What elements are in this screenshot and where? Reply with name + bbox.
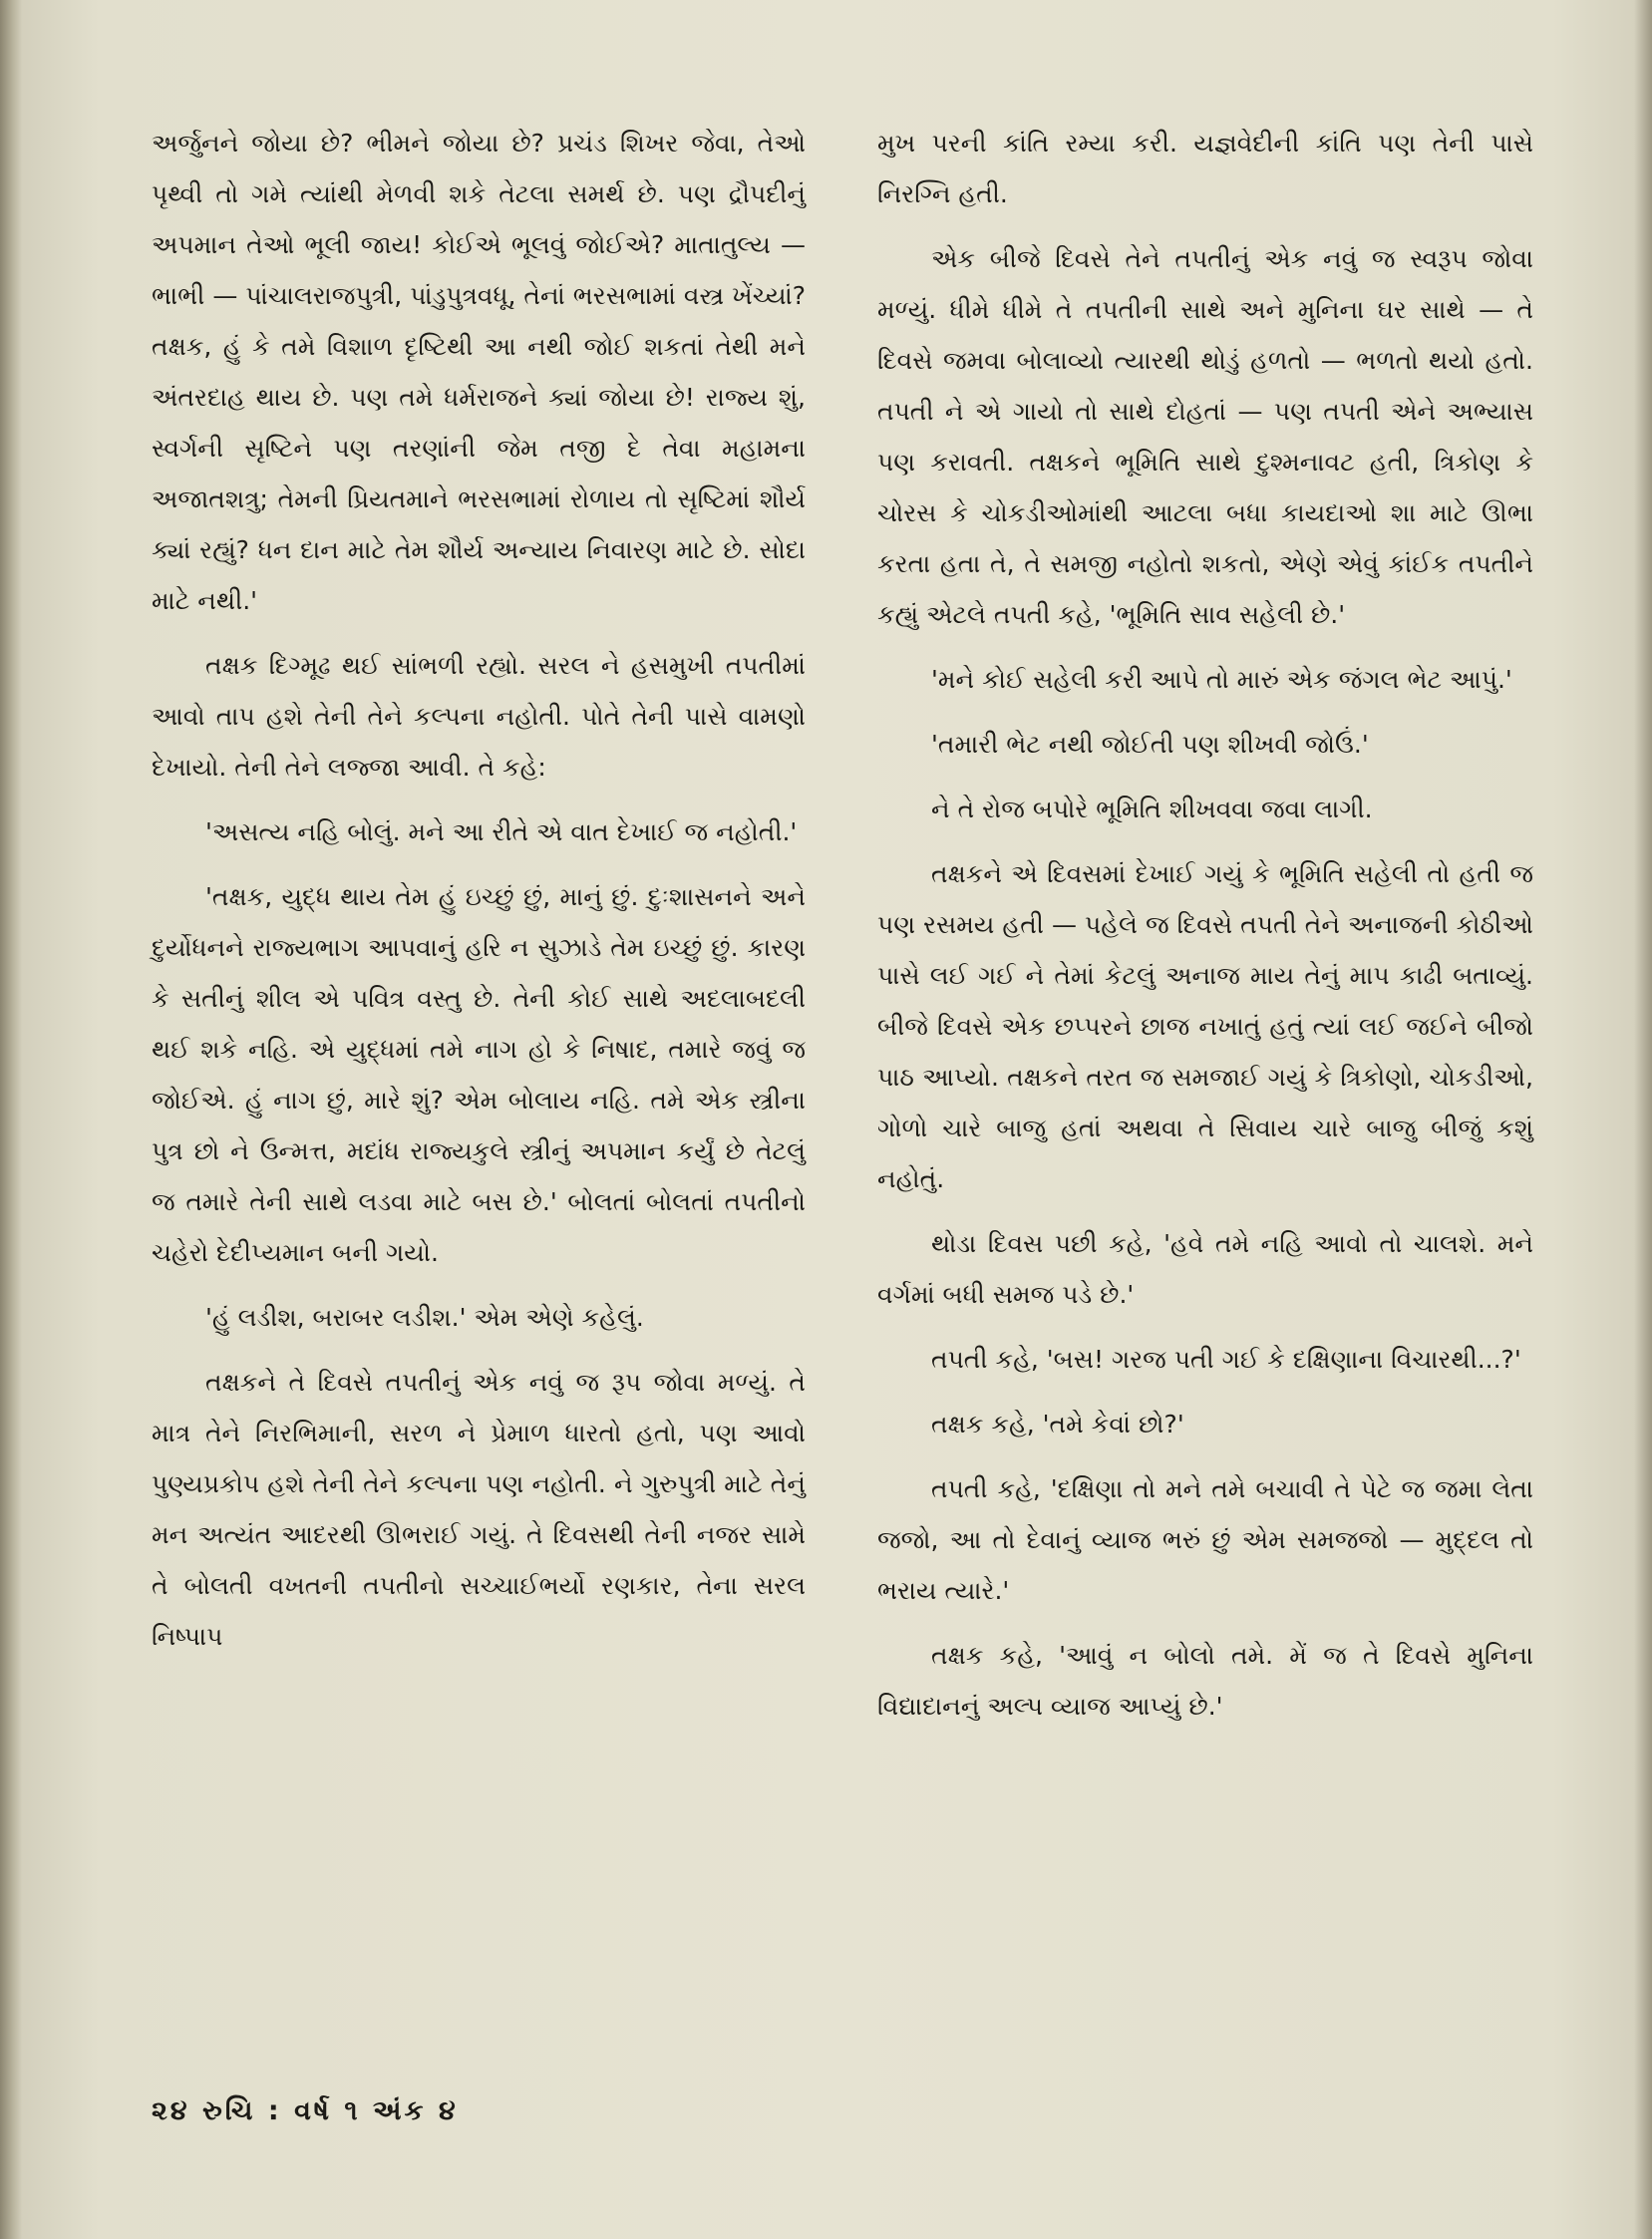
- paragraph: 'તમારી ભેટ નથી જોઈતી પણ શીખવી જોઉં.': [931, 730, 1369, 759]
- page-binding-shadow: [0, 0, 22, 2239]
- paragraph: તક્ષકને એ દિવસમાં દેખાઈ ગયું કે ભૂમિતિ સહેલી તો હતી જ પણ રસમય હતી — પહેલે જ દિવસે તપતી તેને અનાજની કોઠીઓ પાસે લઈ ગઈ ને તેમાં કેટલું અનાજ માય તેનું માપ કાઢી બતાવ્યું. બીજે દિવસે એક છપ્પરને છાજ નખાતું હતું ત્યાં લઈ જઈને બીજો પાઠ આપ્યો. તક્ષકને તરત જ સમજાઈ ગયું કે ત્રિકોણો, ચોકડીઓ, ગોળો ચારે બાજુ હતાં અથવા તે સિવાય ચારે બાજુ બીજું કશું નહોતું.: [877, 859, 1533, 1193]
- paragraph: 'તક્ષક, યુદ્ધ થાય તેમ હું ઇચ્છું છું, માનું છું. દુઃશાસનને અને દુર્યોધનને રાજ્યભાગ આપવાનું હરિ ન સુઝાડે તેમ ઇચ્છું છું. કારણ કે સતીનું શીલ એ પવિત્ર વસ્તુ છે. તેની કોઈ સાથે અદલાબદલી થઈ શકે નહિ. એ યુદ્ધમાં તમે નાગ હો કે નિષાદ, તમારે જવું જ જોઈએ. હું નાગ છું, મારે શું? એમ બોલાય નહિ. તમે એક સ્ત્રીના પુત્ર છો ને ઉન્મત્ત, મદાંધ રાજ્યકુલે સ્ત્રીનું અપમાન કર્યું છે તેટલું જ તમારે તેની સાથે લડવા માટે બસ છે.' બોલતાં બોલતાં તપતીનો ચહેરો દેદીપ્યમાન બની ગયો.: [152, 882, 806, 1267]
- paragraph: તક્ષક દિગ્મૂઢ થઈ સાંભળી રહ્યો. સરલ ને હસમુખી તપતીમાં આવો તાપ હશે તેની તેને કલ્પના નહોતી. પોતે તેની પાસે વામણો દેખાયો. તેની તેને લજ્જા આવી. તે કહે:: [152, 651, 806, 782]
- paragraph: 'મને કોઈ સહેલી કરી આપે તો મારું એક જંગલ ભેટ આપું.': [931, 665, 1512, 694]
- paragraph: તક્ષક કહે, 'આવું ન બોલો તમે. મેં જ તે દિવસે મુનિના વિદ્યાદાનનું અલ્પ વ્યાજ આપ્યું છે.': [877, 1641, 1533, 1721]
- paragraph: ને તે રોજ બપોરે ભૂમિતિ શીખવવા જવા લાગી.: [931, 795, 1373, 823]
- paragraph: 'હું લડીશ, બરાબર લડીશ.' એમ એણે કહેલું.: [205, 1303, 644, 1332]
- page-footer: ૨૪ રુચિ : વર્ષ ૧ અંક ૪: [152, 2095, 459, 2126]
- paragraph: તપતી કહે, 'બસ! ગરજ પતી ગઈ કે દક્ષિણાના વિચારથી...?': [931, 1345, 1521, 1374]
- paragraph: તક્ષક કહે, 'તમે કેવાં છો?': [931, 1410, 1184, 1439]
- paragraph: તક્ષકને તે દિવસે તપતીનું એક નવું જ રૂપ જોવા મળ્યું. તે માત્ર તેને નિરભિમાની, સરળ ને પ્રેમાળ ધારતો હતો, પણ આવો પુણ્યપ્રકોપ હશે તેની તેને કલ્પના પણ નહોતી. ને ગુરુપુત્રી માટે તેનું મન અત્યંત આદરથી ઊભરાઈ ગયું. તે દિવસથી તેની નજર સામે તે બોલતી વખતની તપતીનો સચ્ચાઈભર્યો રણકાર, તેના સરલ નિષ્પાપ: [152, 1368, 806, 1651]
- paragraph: થોડા દિવસ પછી કહે, 'હવે તમે નહિ આવો તો ચાલશે. મને વર્ગમાં બધી સમજ પડે છે.': [877, 1229, 1533, 1309]
- paragraph: મુખ પરની કાંતિ રમ્યા કરી. યજ્ઞવેદીની કાંતિ પણ તેની પાસે નિરગ્નિ હતી.: [877, 129, 1533, 208]
- paragraph: એક બીજે દિવસે તેને તપતીનું એક નવું જ સ્વરૂપ જોવા મળ્યું. ધીમે ધીમે તે તપતીની સાથે અને મુનિના ઘર સાથે — તે દિવસે જમવા બોલાવ્યો ત્યારથી થોડું હળતો — ભળતો થયો હતો. તપતી ને એ ગાયો તો સાથે દોહતાં — પણ તપતી એને અભ્યાસ પણ કરાવતી. તક્ષકને ભૂમિતિ સાથે દુશ્મનાવટ હતી, ત્રિકોણ કે ચોરસ કે ચોકડીઓમાંથી આટલા બધા કાયદાઓ શા માટે ઊભા કરતા હતા તે, તે સમજી નહોતો શકતો, એણે એવું કાંઈક તપતીને કહ્યું એટલે તપતી કહે, 'ભૂમિતિ સાવ સહેલી છે.': [877, 244, 1533, 629]
- paragraph: અર્જુનને જોયા છે? ભીમને જોયા છે? પ્રચંડ શિખર જેવા, તેઓ પૃથ્વી તો ગમે ત્યાંથી મેળવી શકે તેટલા સમર્થ છે. પણ દ્રૌપદીનું અપમાન તેઓ ભૂલી જાય! કોઈએ ભૂલવું જોઈએ? માતાતુલ્ય — ભાભી — પાંચાલરાજપુત્રી, પાંડુપુત્રવધૂ, તેનાં ભરસભામાં વસ્ત્ર ખેંચ્યાં? તક્ષક, હું કે તમે વિશાળ દૃષ્ટિથી આ નથી જોઈ શકતાં તેથી મને અંતરદાહ થાય છે. પણ તમે ધર્મરાજને ક્યાં જોયા છે! રાજ્ય શું, સ્વર્ગની સૃષ્ટિને પણ તરણાંની જેમ તજી દે તેવા મહામના અજાતશત્રુ; તેમની પ્રિયતમાને ભરસભામાં રોળાય તો સૃષ્ટિમાં શૌર્ય ક્યાં રહ્યું? ધન દાન માટે તેમ શૌર્ય અન્યાય નિવારણ માટે છે. સોદા માટે નથી.': [152, 129, 806, 615]
- paragraph: તપતી કહે, 'દક્ષિણા તો મને તમે બચાવી તે પેટે જ જમા લેતા જજો, આ તો દેવાનું વ્યાજ ભરું છું એમ સમજજો — મુદ્દલ તો ભરાય ત્યારે.': [877, 1474, 1533, 1605]
- page-edge-shadow: [1634, 0, 1652, 2239]
- left-text-column: [152, 118, 806, 1676]
- right-text-column: [877, 118, 1533, 1746]
- paragraph: 'અસત્ય નહિ બોલું. મને આ રીતે એ વાત દેખાઈ જ નહોતી.': [205, 817, 798, 846]
